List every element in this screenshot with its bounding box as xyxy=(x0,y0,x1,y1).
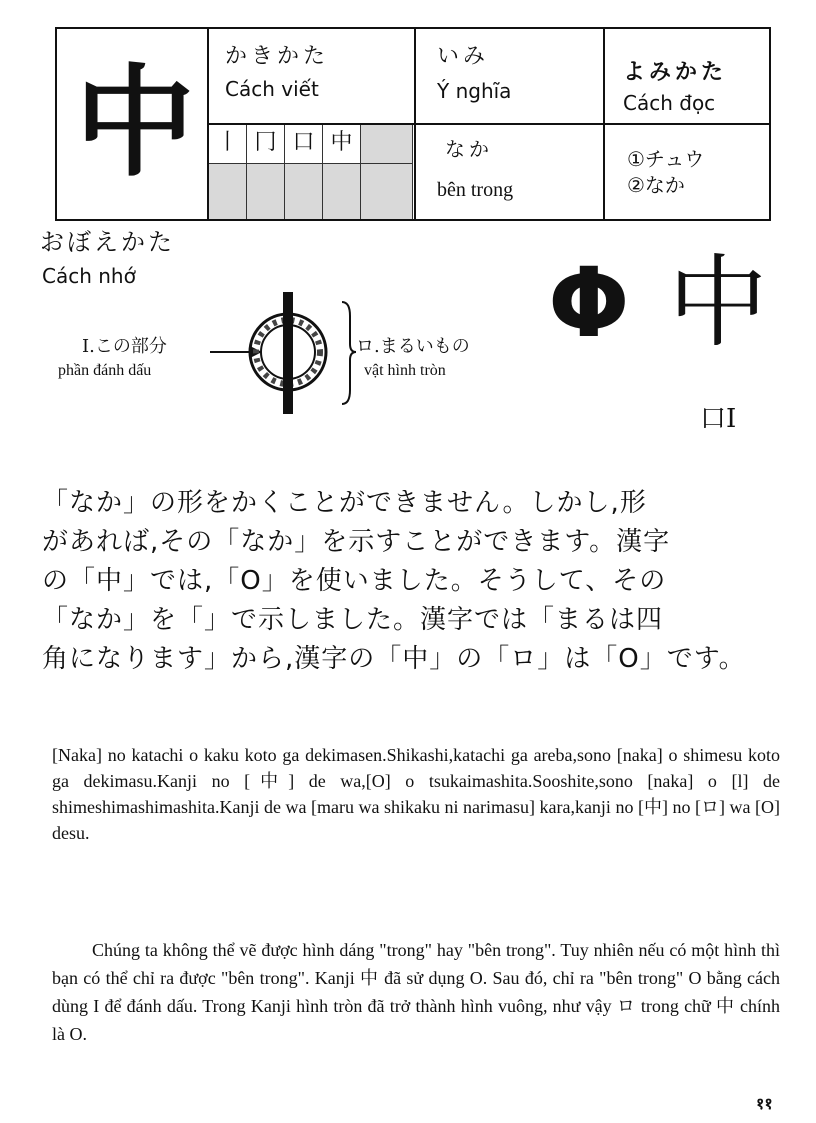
evolution-circle-form: Φ xyxy=(548,247,630,359)
center-stroke xyxy=(283,292,293,414)
meaning-title-jp: いみ xyxy=(437,44,490,69)
vietnamese-paragraph: Chúng ta không thể vẽ được hình dáng "trong" hay "bên trong". Tuy nhiên nếu có một hình thì bạn có thể chỉ ra được "bên trong". Kanji 中 đã sử dụng O. Sau đó, chỉ ra "bên trong" O bằng cách dùng I để đánh dấu. Trong Kanji hình tròn đã trở thành hình vuông, như vậy ロ trong chữ 中 chính là O. xyxy=(52,940,780,1044)
stroke-step: 中 xyxy=(323,125,361,163)
stroke-step: 冂 xyxy=(247,125,285,163)
main-kanji: 中 xyxy=(75,52,195,193)
reading-title-jp: よみかた xyxy=(623,60,728,85)
left-label-jp: I.この部分 xyxy=(82,336,167,357)
page-number: ११ xyxy=(756,1094,773,1113)
reading-value-1: ①チュウ xyxy=(627,147,705,171)
jp-line: 角になります」から,漢字の「中」の「ロ」は「O」です。 xyxy=(42,644,746,674)
stroke-step: 丨 xyxy=(209,125,247,163)
stroke-order-grid xyxy=(209,125,414,219)
jp-line: の「中」では,「O」を使いました。そうして、その xyxy=(42,566,667,596)
evolution-caption: 口I xyxy=(700,404,737,434)
stroke-step-empty xyxy=(323,164,361,219)
romaji-paragraph: [Naka] no katachi o kaku koto ga dekimasen.Shikashi,katachi ga areba,sono [naka] o shimesu koto ga dekimasu.Kanji no [中] de wa,[O] o tsukaimashita.Sooshite,sono [naka] o [l] de shimeshimashimashita.Kanji de wa [maru wa shikaku ni narimasu] kara,kanji no [中] no [ロ] wa [O] desu. xyxy=(52,745,780,843)
meaning-value-vn: bên trong xyxy=(437,179,514,201)
meaning-value-jp: なか xyxy=(445,137,493,161)
bracket xyxy=(342,302,356,404)
reading-title-vn: Cách đọc xyxy=(623,91,716,115)
memory-title-jp: おぼえかた xyxy=(40,228,175,256)
stroke-step-empty xyxy=(285,164,323,219)
reading-value-2: ②なか xyxy=(627,173,685,197)
mnemonic-illustration xyxy=(210,286,360,416)
left-label-vn: phần đánh dấu xyxy=(58,362,152,379)
jp-line: 「なか」の形をかくことができません。しかし,形 xyxy=(42,488,647,518)
writing-title-vn: Cách viết xyxy=(225,77,319,101)
jp-line: 「なか」を「」で示しました。漢字では「まるは四 xyxy=(42,605,664,635)
evolution-kanji-form: 中 xyxy=(668,244,768,361)
stroke-step-empty xyxy=(361,125,413,163)
right-label-vn: vật hình tròn xyxy=(364,362,446,379)
stroke-step-empty xyxy=(209,164,247,219)
memory-title-vn: Cách nhớ xyxy=(42,264,136,288)
jp-line: があれば,その「なか」を示すことができます。漢字 xyxy=(42,527,671,557)
stroke-step-empty xyxy=(247,164,285,219)
meaning-title-vn: Ý nghĩa xyxy=(437,79,512,103)
writing-title-jp: かきかた xyxy=(225,44,330,69)
stroke-step: 口 xyxy=(285,125,323,163)
right-label-jp: ロ.まるいもの xyxy=(356,336,470,357)
kanji-header-table xyxy=(55,27,771,221)
stroke-step-empty xyxy=(361,164,413,219)
